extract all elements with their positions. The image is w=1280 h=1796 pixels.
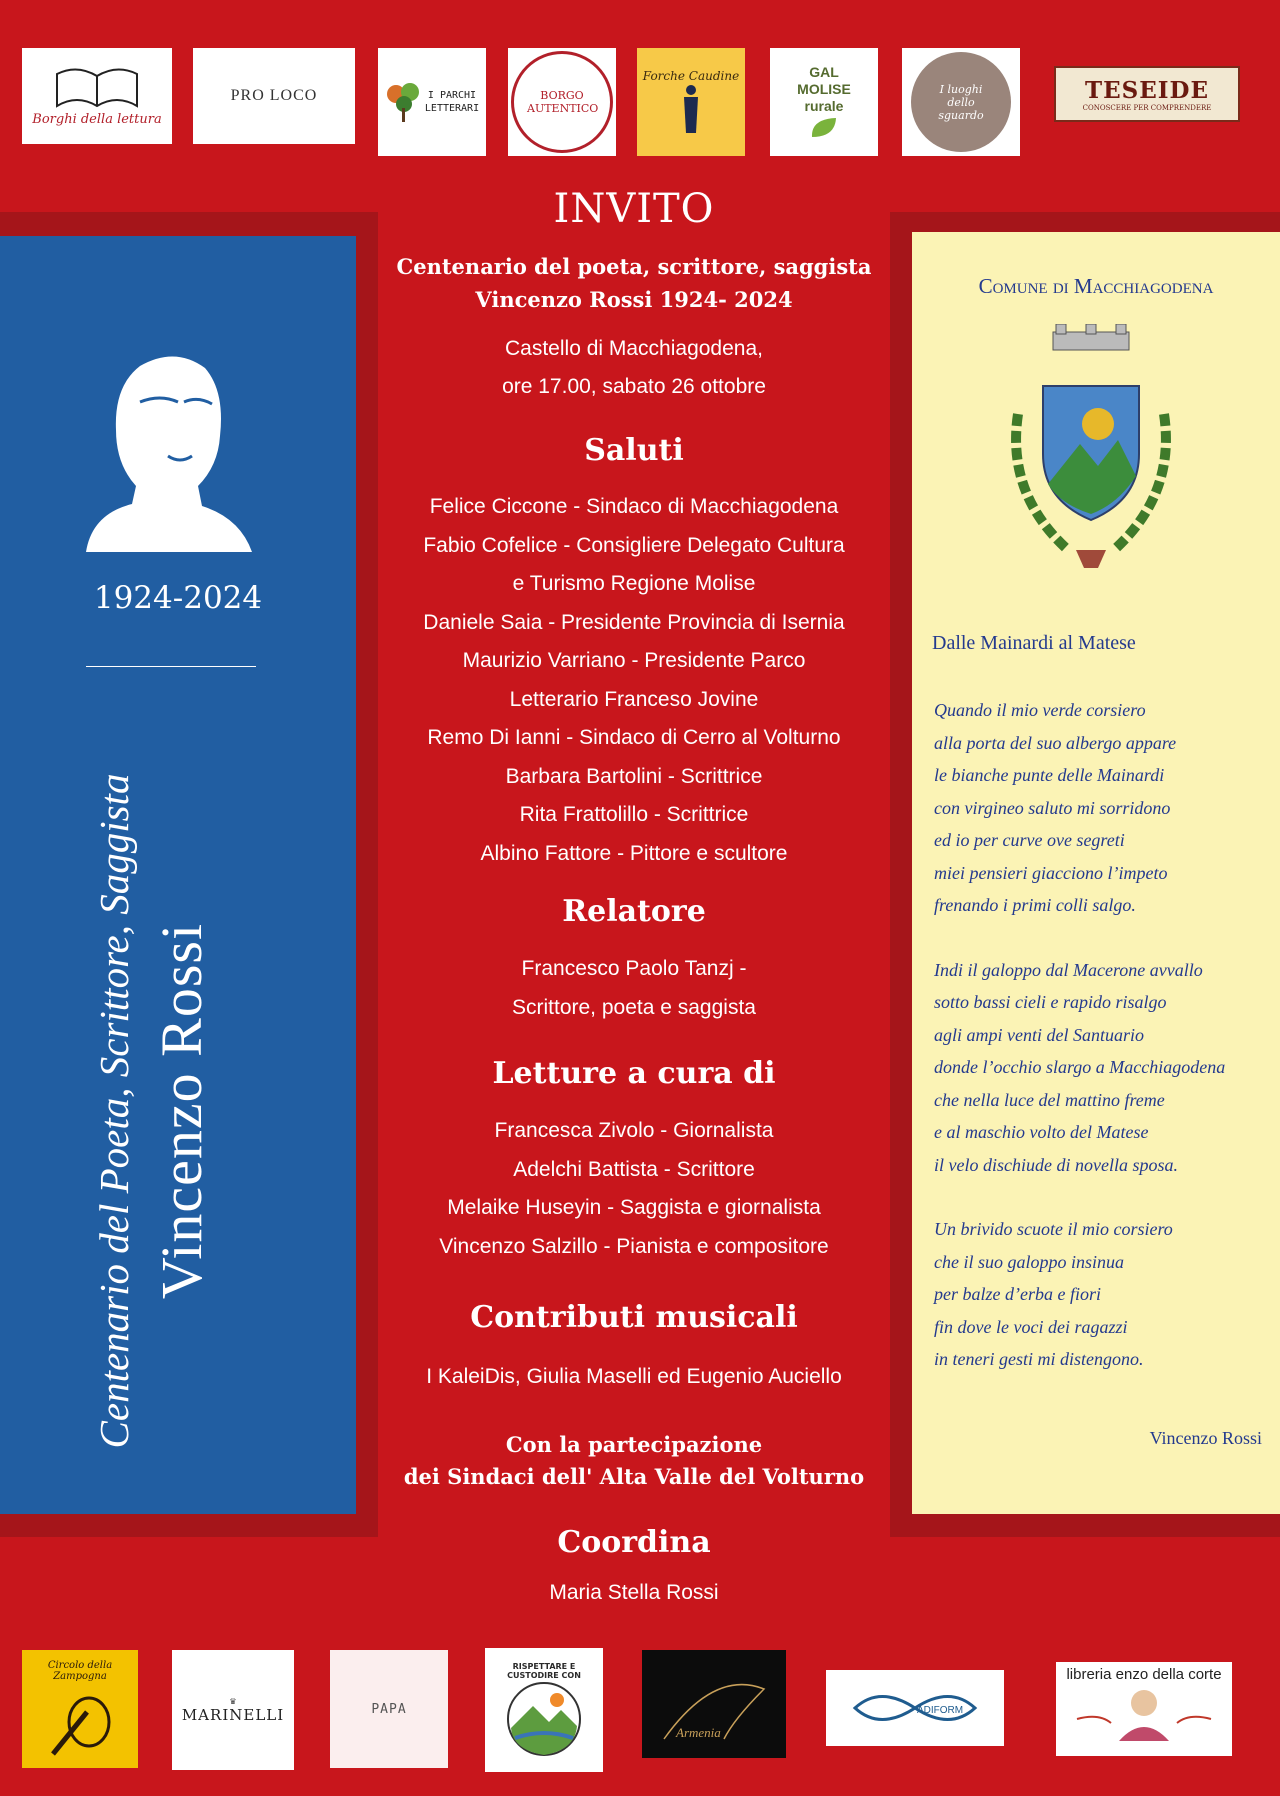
letture-heading: Letture a cura di — [492, 1056, 776, 1091]
poem-line: con virgineo saluto mi sorridono — [934, 797, 1171, 818]
list-item: Barbara Bartolini - Scrittrice — [505, 764, 763, 788]
list-item: Melaike Huseyin - Saggista e giornalista — [447, 1196, 821, 1219]
poem-line: Un brivido scuote il mio corsiero — [934, 1219, 1173, 1239]
logo-papa — [330, 1650, 448, 1768]
list-item: Francesco Paolo Tanzj - — [521, 957, 747, 980]
logo-text: BORGO AUTENTICO — [527, 89, 599, 115]
logo-pro-loco — [193, 48, 355, 144]
coat-of-arms-icon — [998, 324, 1184, 594]
borgo-seal-icon — [511, 51, 613, 153]
list-item: Rita Frattolillo - Scrittrice — [519, 803, 749, 826]
list-item: Maurizio Varriano - Presidente Parco — [462, 649, 806, 672]
poem-line: alla porta del suo albergo appare — [934, 732, 1177, 753]
vertical-name: Vincenzo Rossi — [149, 922, 214, 1300]
poem-line: Indi il galoppo dal Macerone avvallo — [934, 959, 1203, 980]
vertical-title — [83, 611, 273, 1611]
relatore-heading: Relatore — [562, 894, 706, 929]
list-item: e Turismo Regione Molise — [512, 572, 756, 595]
logo-text: RISPETTARE E CUSTODIRE CON — [507, 1662, 581, 1680]
poem-line: le bianche punte delle Mainardi — [934, 765, 1165, 785]
poem-line: sotto bassi cieli e rapido risalgo — [934, 992, 1167, 1012]
logo-text: PRO LOCO — [230, 87, 318, 104]
list-item: Scrittore, poeta e saggista — [512, 995, 756, 1019]
poem-line: miei pensieri giacciono l’impeto — [934, 862, 1168, 883]
trees-icon — [384, 80, 424, 124]
contributi-heading: Contributi musicali — [470, 1300, 798, 1335]
event-time: ore 17.00, sabato 26 ottobre — [502, 375, 766, 398]
bagpipe-icon — [45, 1682, 115, 1758]
vertical-subtitle: Centenario del Poeta, Scrittore, Saggista — [91, 773, 137, 1449]
list-item: Francesca Zivolo - Giornalista — [494, 1119, 774, 1142]
figure-icon — [679, 83, 703, 135]
logo-armenia — [642, 1650, 786, 1758]
logo-text: Borghi della lettura — [32, 111, 162, 127]
list-item: Fabio Cofelice - Consigliere Delegato Cultura — [423, 533, 845, 557]
logo-text: I PARCHI LETTERARI — [424, 90, 480, 114]
logo-text: TESEIDE — [1084, 76, 1210, 104]
logo-gal-molise-rurale — [770, 48, 878, 156]
child-reading-icon — [1069, 1683, 1219, 1743]
logo-text: I luoghi dello sguardo — [938, 82, 984, 122]
logo-text: ADIFORM — [917, 1705, 964, 1716]
years-label: 1924-2024 — [93, 580, 263, 616]
left-panel — [0, 236, 356, 1514]
spiral-icon — [654, 1659, 774, 1749]
invito-title: INVITO — [553, 186, 715, 232]
logo-text: MARINELLI — [181, 1705, 285, 1724]
coordina-heading: Coordina — [557, 1525, 711, 1560]
coordina-name: Maria Stella Rossi — [549, 1581, 719, 1604]
relatore-list — [378, 950, 890, 1027]
poem-stanza — [934, 694, 1274, 922]
poem-stanza — [934, 954, 1274, 1182]
logo-subtext: CONOSCERE PER COMPRENDERE — [1082, 103, 1212, 112]
saluti-heading: Saluti — [584, 433, 684, 468]
contributi-line: I KaleiDis, Giulia Maselli ed Eugenio Auciello — [426, 1365, 842, 1388]
logo-adiform — [826, 1670, 1004, 1746]
infinity-icon — [835, 1683, 995, 1733]
poem-signature: Vincenzo Rossi — [1149, 1428, 1262, 1448]
list-item: Letterario Franceso Jovine — [509, 687, 759, 711]
poem-stanza — [934, 1213, 1274, 1376]
list-item: Vincenzo Salzillo - Pianista e compositore — [439, 1234, 829, 1258]
poem-line: Quando il mio verde corsiero — [934, 700, 1146, 720]
poem-line: fin dove le voci dei ragazzi — [934, 1316, 1128, 1337]
event-place: Castello di Macchiagodena, — [505, 337, 763, 360]
logo-parchi-letterari — [378, 48, 486, 156]
logo-luoghi-dello-sguardo — [902, 48, 1020, 156]
logo-borgo-autentico — [508, 48, 616, 156]
poem-line: che il suo galoppo insinua — [934, 1251, 1124, 1272]
poem-line: ed io per curve ove segreti — [934, 830, 1125, 850]
headline-line-2: Vincenzo Rossi 1924- 2024 — [475, 287, 793, 312]
poet-portrait-icon — [80, 346, 258, 556]
poem-line: frenando i primi colli salgo. — [934, 895, 1136, 915]
logo-forche-caudine — [637, 48, 745, 156]
logo-teseide — [1054, 66, 1240, 122]
partecipazione-line-2: dei Sindaci dell' Alta Valle del Volturno — [403, 1464, 865, 1489]
logo-circolo-zampogna — [22, 1650, 138, 1768]
poem-line: il velo dischiude di novella sposa. — [934, 1154, 1178, 1175]
poem-line: e al maschio volto del Matese — [934, 1122, 1149, 1142]
logo-libreria-enzo-della-corte — [1056, 1662, 1232, 1756]
list-item: Daniele Saia - Presidente Provincia di Isernia — [423, 610, 845, 634]
logo-intramontes — [485, 1648, 603, 1772]
right-panel — [912, 232, 1280, 1514]
open-book-icon — [52, 66, 142, 112]
logo-text: Forche Caudine — [642, 69, 740, 83]
landscape-icon — [505, 1680, 583, 1758]
headline-line-1: Centenario del poeta, scrittore, saggista — [396, 254, 872, 279]
poem-title: Dalle Mainardi al Matese — [932, 632, 1136, 654]
list-item: Felice Ciccone - Sindaco di Macchiagodena — [429, 495, 839, 518]
poem-line: donde l’occhio slargo a Macchiagodena — [934, 1057, 1226, 1077]
poem-line: in teneri gesti mi distengono. — [934, 1349, 1144, 1369]
poem-line: per balze d’erba e fiori — [934, 1284, 1101, 1304]
poem-line: che nella luce del mattino freme — [934, 1089, 1165, 1110]
partecipazione-line-1: Con la partecipazione — [505, 1432, 763, 1457]
logo-text: Armenia — [676, 1725, 721, 1740]
logo-text: Circolo della Zampogna — [47, 1660, 113, 1682]
leaf-icon — [809, 115, 839, 141]
logo-text: libreria enzo della corte — [1066, 1666, 1222, 1683]
list-item: Adelchi Battista - Scrittore — [513, 1157, 755, 1181]
poem — [934, 694, 1274, 1376]
saluti-list — [378, 488, 890, 873]
list-item: Albino Fattore - Pittore e scultore — [480, 841, 788, 865]
logo-text: GAL MOLISE rurale — [797, 63, 851, 114]
letture-list — [378, 1112, 890, 1266]
logo-borghi-della-lettura — [22, 48, 172, 144]
list-item: Remo Di Ianni - Sindaco di Cerro al Volturno — [427, 726, 841, 749]
poem-line: agli ampi venti del Santuario — [934, 1024, 1144, 1045]
comune-title: Comune di Macchiagodena — [978, 274, 1214, 298]
logo-text: PAPA — [371, 1701, 407, 1717]
logo-marinelli: ♛ MARINELLI — [172, 1650, 294, 1770]
luoghi-seal-icon — [911, 52, 1011, 152]
